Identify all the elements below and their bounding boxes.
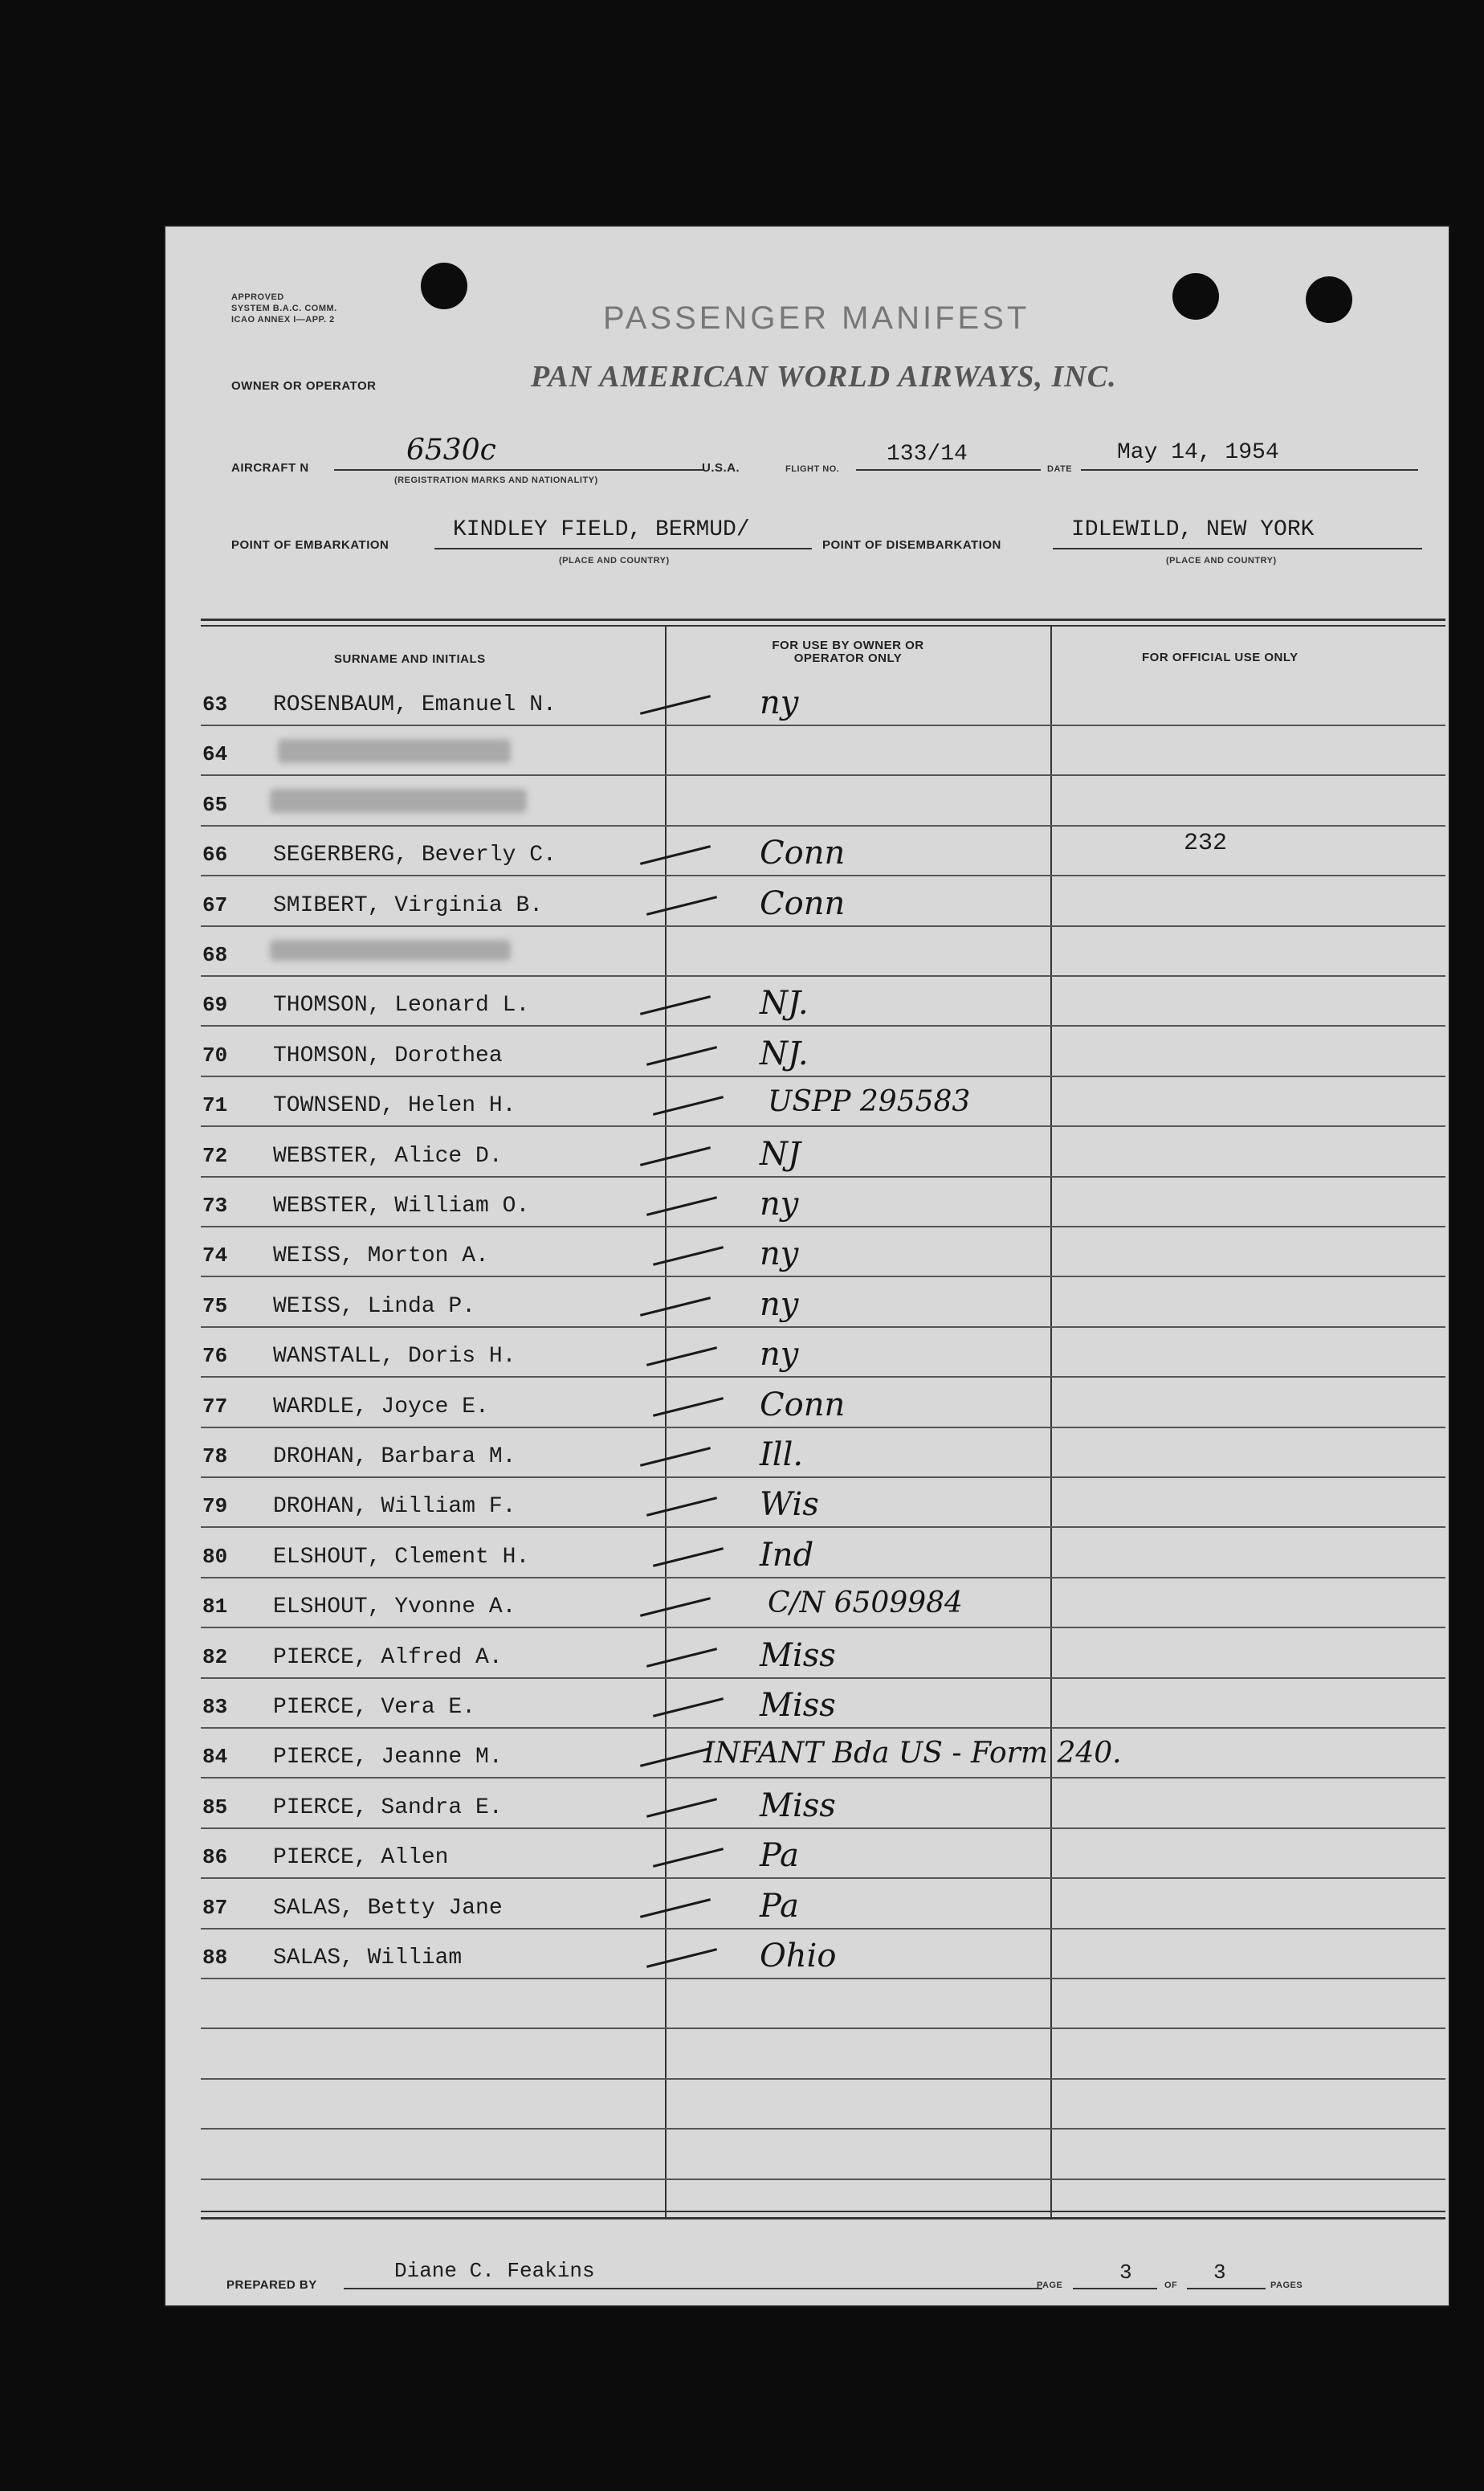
page-label: PAGE [1037, 2281, 1063, 2290]
row-number: 63 [202, 692, 228, 717]
passenger-name: ELSHOUT, Yvonne A. [273, 1595, 516, 1619]
row-rule [201, 1176, 1445, 1178]
row-rule [201, 1727, 1445, 1729]
row-rule [201, 1577, 1445, 1578]
row-number: 73 [202, 1194, 228, 1218]
check-mark [640, 1898, 711, 1918]
pages-label: PAGES [1270, 2281, 1303, 2290]
check-mark [646, 1196, 717, 1216]
row-number: 68 [202, 943, 228, 967]
row-number: 88 [202, 1946, 228, 1970]
check-mark [653, 1397, 724, 1417]
punch-hole [1306, 276, 1352, 323]
passenger-name: PIERCE, Allen [273, 1845, 449, 1870]
check-mark [640, 1297, 711, 1317]
check-mark [646, 1497, 717, 1517]
row-number: 80 [202, 1545, 228, 1569]
state-note: Miss [760, 1637, 836, 1674]
operator-name: PAN AMERICAN WORLD AIRWAYS, INC. [531, 360, 1117, 394]
row-number: 77 [202, 1395, 228, 1419]
check-mark [653, 1848, 724, 1868]
row-rule [201, 975, 1445, 977]
flight-label: FLIGHT NO. [785, 464, 840, 474]
table-bottom-rule [201, 2211, 1445, 2212]
check-mark [646, 896, 717, 916]
row-rule [201, 725, 1445, 726]
check-mark [640, 845, 711, 865]
table-top-rule [201, 625, 1445, 627]
check-mark [640, 995, 711, 1015]
passenger-name: WARDLE, Joyce E. [273, 1395, 489, 1419]
passenger-name: PIERCE, Alfred A. [273, 1645, 503, 1670]
check-mark [640, 1597, 711, 1617]
row-rule [201, 2078, 1445, 2080]
state-note: ny [760, 1235, 799, 1272]
punch-hole [1172, 273, 1219, 320]
row-number: 71 [202, 1093, 228, 1117]
prepared-by-underline [344, 2288, 1042, 2289]
state-note: NJ. [760, 985, 809, 1022]
disembarkation-sub-label: (PLACE AND COUNTRY) [1166, 556, 1277, 566]
row-rule [201, 925, 1445, 927]
passenger-name: WEISS, Morton A. [273, 1243, 489, 1268]
prepared-by: Diane C. Feakins [394, 2259, 595, 2283]
row-rule [201, 1476, 1445, 1478]
row-number: 69 [202, 993, 228, 1017]
check-mark [640, 695, 711, 715]
row-rule [201, 1376, 1445, 1378]
row-number: 67 [202, 893, 228, 917]
check-mark [646, 1948, 717, 1968]
state-note: ny [760, 1336, 799, 1373]
owner-label: OWNER OR OPERATOR [231, 379, 377, 393]
table-bottom-rule [201, 2217, 1445, 2219]
row-number: 65 [202, 793, 228, 817]
row-rule [201, 1125, 1445, 1127]
row-rule [201, 1827, 1445, 1829]
aircraft-label: AIRCRAFT N [231, 461, 309, 475]
row-number: 75 [202, 1294, 228, 1318]
check-mark [646, 1798, 717, 1818]
state-note: Pa [760, 1837, 799, 1874]
passenger-name: WEBSTER, Alice D. [273, 1144, 503, 1169]
row-rule [201, 2028, 1445, 2029]
check-mark [640, 1747, 711, 1767]
row-number: 70 [202, 1043, 228, 1068]
embarkation-underline [434, 548, 812, 549]
passenger-name: DROHAN, William F. [273, 1494, 516, 1519]
row-rule [201, 1326, 1445, 1328]
row-rule [201, 1025, 1445, 1027]
embarkation-sub-label: (PLACE AND COUNTRY) [559, 556, 670, 566]
flight-underline [856, 469, 1041, 471]
row-rule [201, 1627, 1445, 1628]
table-top-rule [201, 619, 1445, 621]
row-rule [201, 2179, 1445, 2180]
flight-date: May 14, 1954 [1117, 440, 1279, 465]
row-rule [201, 1526, 1445, 1528]
state-note: Miss [760, 1687, 836, 1724]
state-note: NJ. [760, 1035, 809, 1072]
passenger-name: WEISS, Linda P. [273, 1294, 476, 1319]
aircraft-underline [334, 469, 703, 471]
row-rule [201, 1276, 1445, 1277]
row-number: 83 [202, 1695, 228, 1719]
row-rule [201, 1978, 1445, 1979]
usa-label: U.S.A. [702, 461, 740, 475]
row-rule [201, 875, 1445, 876]
row-rule [201, 2128, 1445, 2130]
aircraft-number: 6530c [406, 434, 496, 467]
passenger-name: ELSHOUT, Clement H. [273, 1545, 530, 1570]
check-mark [640, 1146, 711, 1166]
passenger-name: PIERCE, Vera E. [273, 1695, 476, 1720]
check-mark [646, 1648, 717, 1668]
passenger-name: PIERCE, Jeanne M. [273, 1745, 503, 1770]
passenger-name: SEGERBERG, Beverly C. [273, 843, 556, 868]
prepared-by-label: PREPARED BY [226, 2278, 317, 2292]
check-mark [646, 1346, 717, 1366]
row-number: 78 [202, 1444, 228, 1468]
surname-column-header: SURNAME AND INITIALS [334, 652, 486, 666]
state-note: Pa [760, 1888, 799, 1925]
row-number: 74 [202, 1243, 228, 1268]
official-use-column-header: FOR OFFICIAL USE ONLY [1142, 651, 1298, 664]
row-number: 87 [202, 1896, 228, 1920]
form-title: PASSENGER MANIFEST [603, 300, 1030, 336]
approval-line: ICAO ANNEX I—APP. 2 [231, 315, 335, 325]
owner-use-column-header: FOR USE BY OWNER OR OPERATOR ONLY [772, 639, 924, 665]
row-rule [201, 825, 1445, 827]
official-entry: 232 [1184, 830, 1228, 857]
row-rule [201, 1427, 1445, 1428]
embarkation-label: POINT OF EMBARKATION [231, 538, 389, 552]
column-divider [665, 627, 667, 2219]
row-rule [201, 1677, 1445, 1679]
passenger-name: WEBSTER, William O. [273, 1194, 530, 1219]
date-underline [1081, 469, 1418, 471]
punch-hole [421, 263, 467, 309]
total-pages: 3 [1213, 2260, 1226, 2285]
passenger-name: SALAS, William [273, 1946, 463, 1970]
row-rule [201, 1226, 1445, 1227]
redacted-name [278, 739, 511, 763]
state-note: NJ [760, 1136, 801, 1173]
row-number: 85 [202, 1795, 228, 1819]
flight-number: 133/14 [887, 442, 968, 467]
passenger-name: WANSTALL, Doris H. [273, 1344, 516, 1369]
check-mark [653, 1096, 724, 1116]
state-note: Ohio [760, 1938, 837, 1974]
row-number: 76 [202, 1344, 228, 1368]
row-number: 81 [202, 1595, 228, 1619]
redacted-name [270, 789, 527, 813]
row-rule [201, 1076, 1445, 1077]
row-rule [201, 1877, 1445, 1879]
check-mark [653, 1697, 724, 1717]
registration-label: (REGISTRATION MARKS AND NATIONALITY) [394, 476, 598, 485]
state-note: Conn [760, 885, 846, 922]
state-note: ny [760, 1286, 799, 1323]
state-note: Conn [760, 1386, 846, 1423]
passenger-name: SALAS, Betty Jane [273, 1896, 503, 1921]
disembarkation-underline [1053, 548, 1422, 549]
row-number: 82 [202, 1645, 228, 1669]
check-mark [646, 1046, 717, 1066]
passenger-name: THOMSON, Leonard L. [273, 993, 530, 1018]
column-divider [1050, 627, 1052, 2219]
of-label: OF [1164, 2281, 1178, 2290]
approval-line: APPROVED [231, 292, 284, 302]
state-note: ny [760, 1186, 799, 1223]
passenger-name: DROHAN, Barbara M. [273, 1444, 516, 1469]
row-rule [201, 774, 1445, 776]
passenger-name: ROSENBAUM, Emanuel N. [273, 692, 556, 717]
row-number: 86 [202, 1845, 228, 1869]
state-note: Ind [760, 1537, 814, 1574]
state-note: C/N 6509984 [768, 1586, 963, 1619]
row-number: 79 [202, 1494, 228, 1518]
check-mark [640, 1447, 711, 1467]
redacted-name [270, 940, 511, 961]
pages-underline [1187, 2288, 1266, 2289]
passenger-name: SMIBERT, Virginia B. [273, 893, 544, 918]
disembarkation-point: IDLEWILD, NEW YORK [1071, 517, 1315, 542]
page-underline [1073, 2288, 1157, 2289]
approval-line: SYSTEM B.A.C. COMM. [231, 304, 337, 313]
embarkation-point: KINDLEY FIELD, BERMUD/ [453, 517, 750, 542]
disembarkation-label: POINT OF DISEMBARKATION [822, 538, 1001, 552]
state-note: Miss [760, 1787, 836, 1824]
state-note: ny [760, 684, 799, 721]
state-note: Wis [760, 1486, 819, 1523]
check-mark [653, 1547, 724, 1567]
row-number: 84 [202, 1745, 228, 1769]
check-mark [653, 1246, 724, 1266]
state-note: INFANT Bda US - Form 240. [703, 1737, 1122, 1770]
date-label: DATE [1047, 464, 1073, 474]
state-note: Conn [760, 835, 846, 872]
row-rule [201, 1777, 1445, 1778]
passenger-name: THOMSON, Dorothea [273, 1043, 503, 1068]
manifest-sheet [165, 227, 1449, 2305]
row-number: 64 [202, 742, 228, 766]
row-number: 66 [202, 843, 228, 867]
state-note: USPP 295583 [768, 1085, 971, 1118]
passenger-name: PIERCE, Sandra E. [273, 1795, 503, 1820]
page-number: 3 [1119, 2260, 1132, 2285]
state-note: Ill. [760, 1436, 804, 1473]
passenger-name: TOWNSEND, Helen H. [273, 1093, 516, 1118]
row-rule [201, 1928, 1445, 1930]
row-number: 72 [202, 1144, 228, 1168]
